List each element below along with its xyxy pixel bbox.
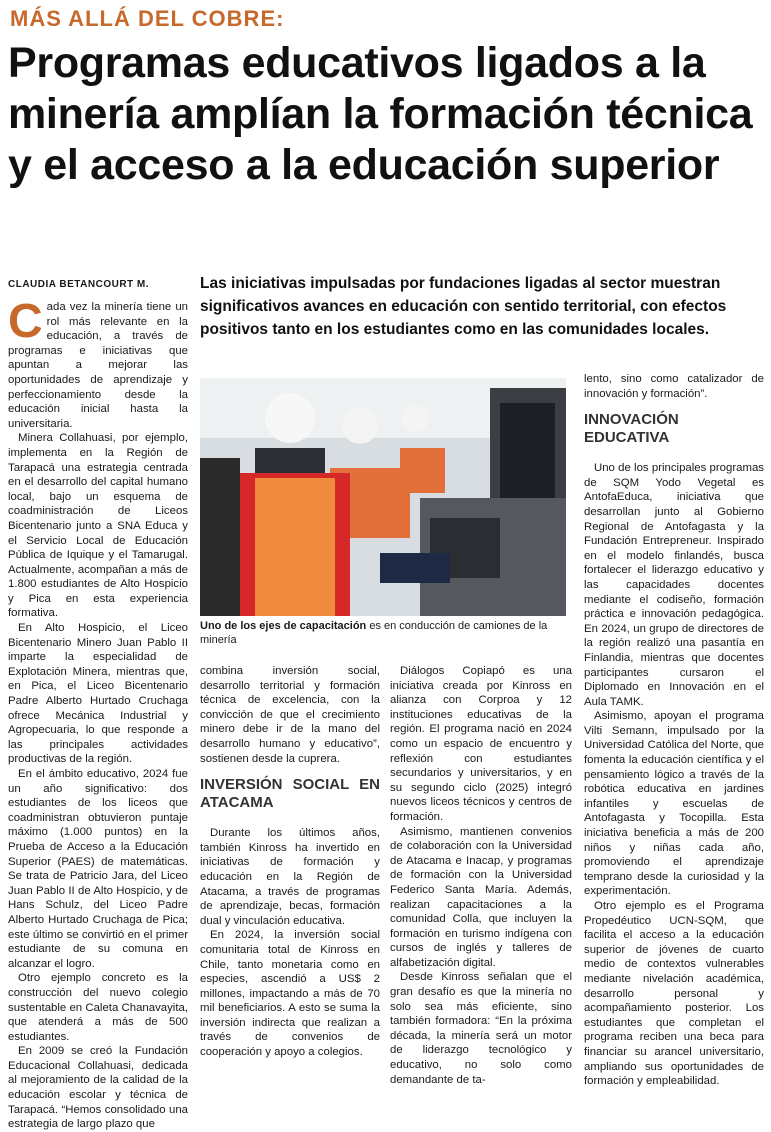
paragraph: En el ámbito educativo, 2024 fue un año significativo: dos estudiantes de los liceos que coadministran obtuvieron puntaje máximo (1.000 puntos) en la Prueba de Acceso a la Educación Superior (PAES) de matemáticas. Se trata de Patricio Jara, del Liceo Juan Pablo II de Alto Hospicio, y de Hans Schulz, del Liceo Padre Alberto Hurtado Cruchaga de Pica; este último se convirtió en el primer estudiante de su comuna en alcanzar el logro. xyxy=(8,768,188,970)
paragraph: En 2009 se creó la Fundación Educacional Collahuasi, dedicada al mejoramiento de la calidad de la educación escolar y técnica de Tarapacá. “Hemos consolidado una estrategia de largo plazo que xyxy=(8,1045,188,1131)
paragraph: Otro ejemplo es el Programa Propedéutico UCN-SQM, que facilita el acceso a la educación superior de jóvenes de cuarto medio de contextos vulnerables mediante nivelación académica, desarrollo personal y acompañamiento posterior. Los estudiantes que completan el programa reciben una beca para financiar su arancel universitario, ampliando sus oportunidades de formación y empleabilidad. xyxy=(584,900,764,1088)
paragraph: Cada vez la minería tiene un rol más relevante en la educación, a través de programas e iniciativas que apuntan a mejorar las oportunidades de aprendizaje y perfeccionamiento desde la educación inicial hasta la universitaria. xyxy=(8,295,188,430)
byline: CLAUDIA BETANCOURT M. xyxy=(8,279,150,290)
paragraph: Durante los últimos años, también Kinross ha invertido en iniciativas de formación y educación en la Región de Atacama, a través de programas de aprendizaje, becas, formación dual y vinculación educativa. xyxy=(200,827,380,927)
paragraph: lento, sino como catalizador de innovación y formación”. xyxy=(584,373,764,400)
paragraph: Asimismo, mantienen convenios de colaboración con la Universidad de Atacama e Inacap, y programas de formación con la Universidad Federico Santa María. Además, realizan capacitaciones a la comunidad Colla, que incluyen la formación en turismo indígena con cursos de inglés y talleres de alfabetización digital. xyxy=(390,825,572,969)
kicker: MÁS ALLÁ DEL COBRE: xyxy=(10,6,285,31)
article-column-2 xyxy=(200,664,380,1060)
photo-caption: Uno de los ejes de capacitación es en conducción de camiones de la minería xyxy=(200,620,548,646)
paragraph: Minera Collahuasi, por ejemplo, implementa en la Región de Tarapacá una estrategia centrada en el desarrollo del capital humano local, bajo un esquema de coadministración de Liceos Bicentenario junto a SNA Educa y el Servicio Local de Educación Pública de Iquique y el Tamarugal. Actualmente, acompañan a más de 1.800 estudiantes de Alto Hospicio y Pica en esta experiencia formativa. xyxy=(8,432,188,620)
paragraph: En 2024, la inversión social comunitaria total de Kinross en Chile, tanto monetaria como en especies, ascendió a US$ 2 millones, impactando a más de 70 mil beneficiarios. A esto se suma la inversión indirecta que realizan a través de convenios de cooperación y apoyo a colegios. xyxy=(200,929,380,1059)
article-column-3 xyxy=(390,664,572,1087)
headline: Programas educativos ligados a la minería amplían la formación técnica y el acceso a la educación superior xyxy=(8,39,753,189)
photo-illustration xyxy=(200,378,566,616)
paragraph: Otro ejemplo concreto es la construcción del nuevo colegio sustentable en Caleta Chanavayita, que atenderá a más de 500 estudiantes. xyxy=(8,972,188,1043)
training-photo xyxy=(200,378,566,616)
subheading: INNOVACIÓN EDUCATIVA xyxy=(584,411,679,447)
paragraph: combina inversión social, desarrollo territorial y formación técnica de excelencia, con la convicción de que el crecimiento minero debe ir de la mano del desarrollo humano y educativo”, sostienen desde la cuprera. xyxy=(200,665,380,765)
paragraph: En Alto Hospicio, el Liceo Bicentenario Minero Juan Pablo II imparte la especialidad de Explotación Minera, mientras que, en Pica, el Liceo Bicentenario Padre Alberto Hurtado Cruchaga ofrece Mecánica Industrial y Agropecuaria, lo que responde a las principales actividades productivas de la región. xyxy=(8,622,188,766)
paragraph: Asimismo, apoyan el programa Vilti Semann, impulsado por la Universidad Católica del Norte, que fomenta la educación científica y el pensamiento lógico a través de la robótica educativa en jardines infantiles y escuelas de Antofagasta y Tocopilla. Esta iniciativa beneficia a más de 200 niños y niñas cada año, promoviendo el aprendizaje temprano desde la curiosidad y la experimentación. xyxy=(584,710,764,898)
article-column-4 xyxy=(584,372,764,1089)
subheading: INVERSIÓN SOCIAL EN ATACAMA xyxy=(200,776,380,812)
paragraph: Uno de los principales programas de SQM Yodo Vegetal es AntofaEduca, iniciativa que desarrollan junto al Gobierno Regional de Antofagasta y la Fundación Entrepreneur. Inspirado en el modelo finlandés, busca fortalecer el liderazgo educativo y las capacidades docentes mediante el codiseño, formación práctica e innovación pedagógica. En 2024, un grupo de directores de la región realizó una pasantía en Finlandia, mientras que docentes participantes cursaron el Diplomado en Innovación en el Aula TAMK. xyxy=(584,462,764,708)
paragraph: Desde Kinross señalan que el gran desafío es que la minería no solo sea más eficiente, sino también formadora: “En la próxima década, la minería será un motor de liderazgo tecnológico y educativo, no solo como demandante de ta- xyxy=(390,971,572,1086)
article-column-1 xyxy=(8,295,188,1132)
lead-paragraph: Las iniciativas impulsadas por fundaciones ligadas al sector muestran significativos avances en educación con sentido territorial, con efectos positivos tanto en los estudiantes como en las comunidades locales. xyxy=(200,275,727,338)
dropcap: C xyxy=(8,295,43,348)
paragraph: Diálogos Copiapó es una iniciativa creada por Kinross en alianza con Corproa y 12 instituciones educativas de la región. El programa nació en 2024 como un espacio de encuentro y reflexión con estudiantes secundarios y universitarios, y en su segundo ciclo (2025) integró nuevos liceos técnicos y centros de formación. xyxy=(390,665,572,823)
